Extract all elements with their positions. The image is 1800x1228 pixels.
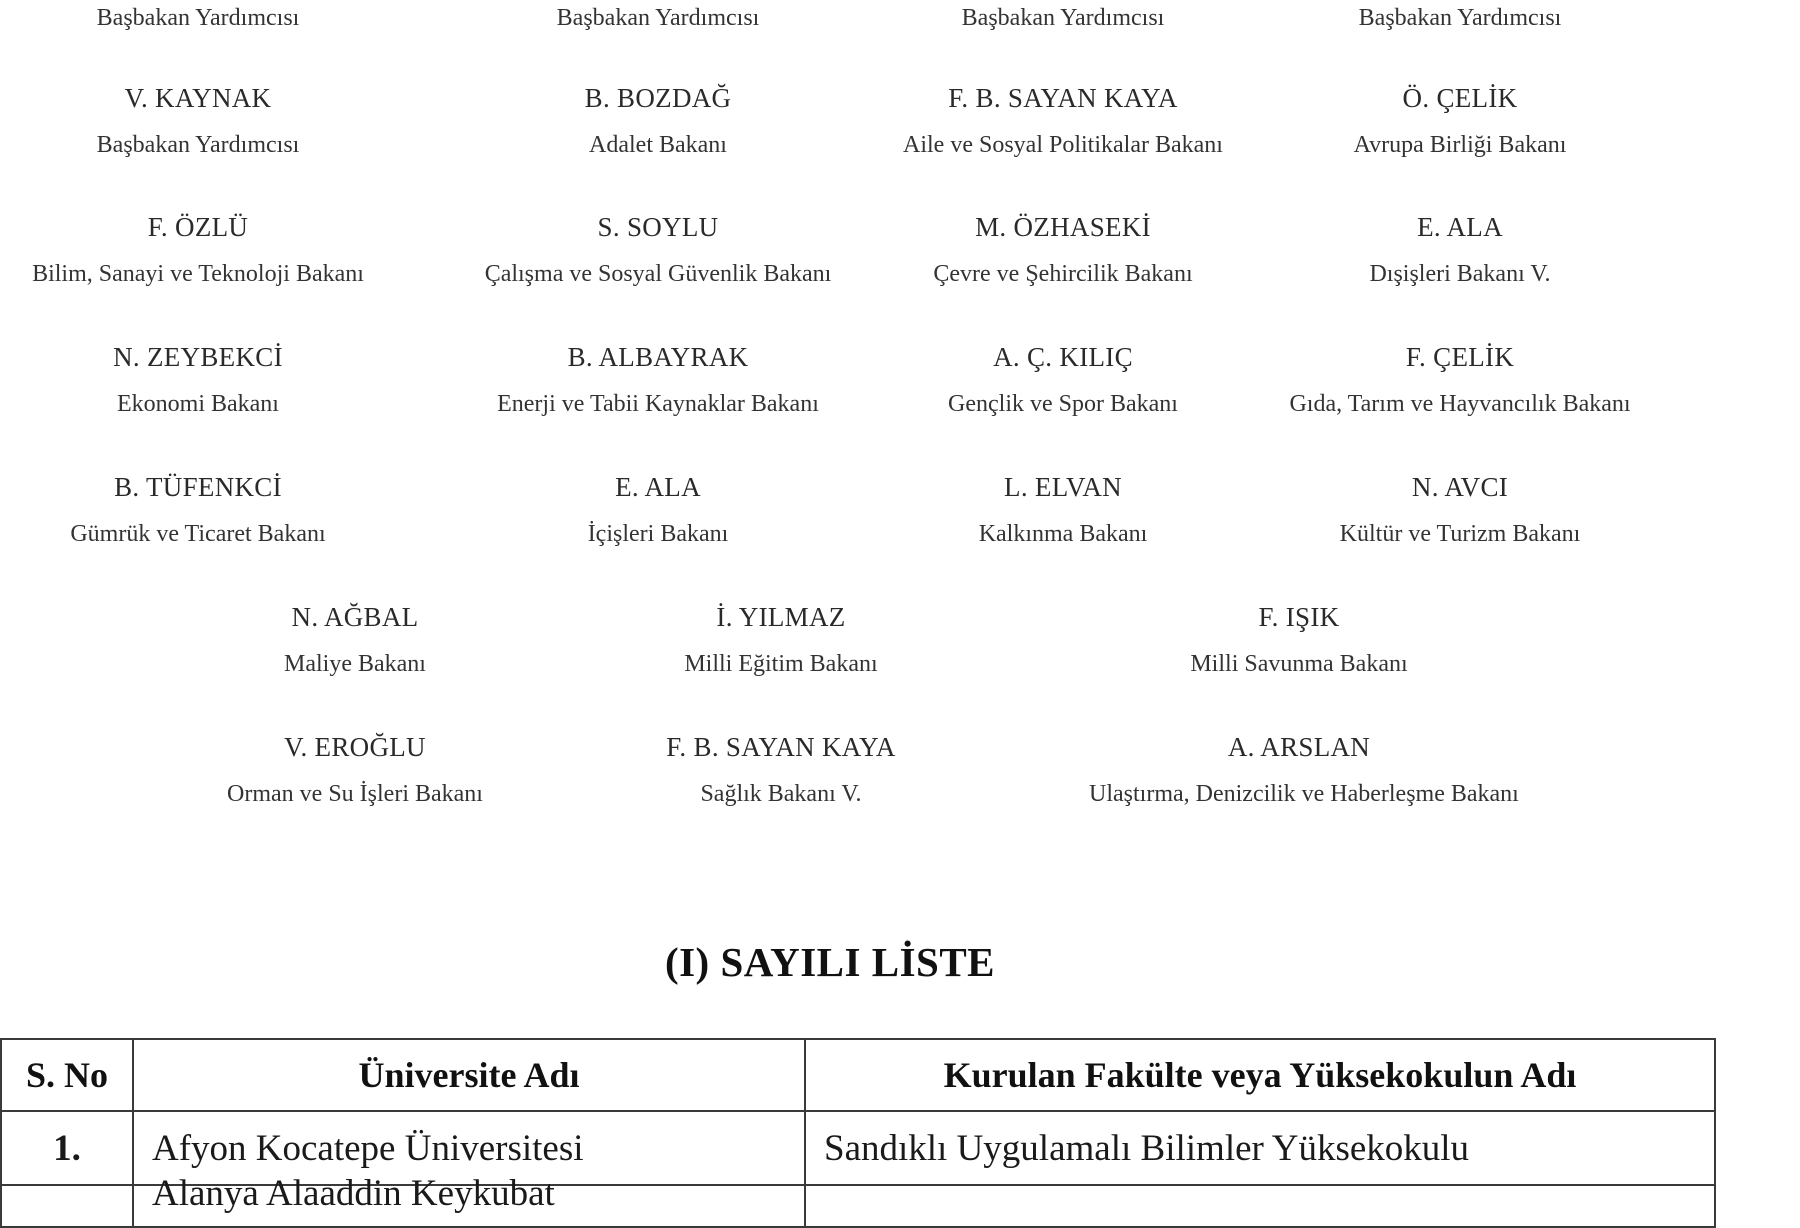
signatory [0, 469, 408, 552]
signatory-row [0, 599, 1800, 699]
signatory-name: E. ALA [1417, 212, 1503, 242]
signatory [853, 80, 1273, 163]
faculty-name: Sandıklı Uygulamalı Bilimler Yüksekokulu [805, 1111, 1715, 1185]
signatory [571, 599, 991, 682]
signatory-title: Gençlik ve Spor Bakanı [948, 391, 1178, 417]
signatory [1250, 209, 1670, 292]
signatory-name: N. ZEYBEKCİ [113, 342, 283, 372]
faculty-name [805, 1185, 1715, 1227]
signatory [1250, 80, 1670, 163]
signatory-title: Kültür ve Turizm Bakanı [1339, 521, 1581, 547]
signatory-name: F. ÖZLÜ [147, 212, 249, 242]
row-number: 1. [1, 1111, 133, 1185]
signatory-name: Ö. ÇELİK [1402, 83, 1518, 113]
signatory [0, 0, 408, 36]
signatory [853, 469, 1273, 552]
signatory-row [0, 339, 1800, 439]
signatory [448, 209, 868, 292]
signatory-name: B. BOZDAĞ [584, 83, 732, 113]
signatory-title: Başbakan Yardımcısı [1358, 5, 1562, 31]
signatory-title: Ekonomi Bakanı [117, 391, 279, 417]
signatory-title: Gıda, Tarım ve Hayvancılık Bakanı [1289, 391, 1631, 417]
signatory-name: F. ÇELİK [1405, 342, 1515, 372]
signatory [571, 729, 991, 812]
signatory [1089, 599, 1509, 682]
signatory-title: Çalışma ve Sosyal Güvenlik Bakanı [484, 261, 832, 287]
signatory-title: Orman ve Su İşleri Bakanı [227, 781, 483, 807]
signatory [448, 80, 868, 163]
signatory-name: L. ELVAN [1004, 472, 1122, 502]
column-header-no: S. No [1, 1039, 133, 1111]
signatory [1250, 469, 1670, 552]
column-header-university: Üniversite Adı [133, 1039, 805, 1111]
signatory [145, 729, 565, 812]
signatory-title: Adalet Bakanı [589, 132, 727, 158]
signatory-title: İçişleri Bakanı [587, 521, 729, 547]
signatory-name: N. AĞBAL [291, 602, 419, 632]
signatory-title: Başbakan Yardımcısı [556, 5, 760, 31]
signatory [853, 209, 1273, 292]
signatory [448, 0, 868, 36]
signatory-row [0, 729, 1800, 829]
row-number [1, 1185, 133, 1227]
signatory [853, 339, 1273, 422]
signatory-row [0, 469, 1800, 569]
signatory-name: A. ARSLAN [1227, 732, 1371, 762]
signatory-title: Gümrük ve Ticaret Bakanı [70, 521, 326, 547]
signatory-name: F. B. SAYAN KAYA [948, 83, 1178, 113]
signatory-title: Sağlık Bakanı V. [700, 781, 862, 807]
university-name-text: Alanya Alaaddin Keykubat [152, 1173, 555, 1214]
signatory-name: B. TÜFENKCİ [114, 472, 282, 502]
signatory [145, 599, 565, 682]
signatory-title: Başbakan Yardımcısı [961, 5, 1165, 31]
signatory-title: Ulaştırma, Denizcilik ve Haberleşme Bakanı [1089, 781, 1519, 807]
signatory [1089, 729, 1519, 812]
signatory [0, 209, 408, 292]
table-header-row [1, 1039, 1715, 1111]
university-name: Afyon Kocatepe Üniversitesi [133, 1111, 805, 1185]
signatory [448, 469, 868, 552]
signatory [1250, 0, 1670, 36]
signatory-title: Çevre ve Şehircilik Bakanı [933, 261, 1193, 287]
signatory-title: Enerji ve Tabii Kaynaklar Bakanı [497, 391, 819, 417]
signatory-name: V. EROĞLU [284, 732, 426, 762]
signatory-title: Avrupa Birliği Bakanı [1353, 132, 1567, 158]
signatory-title: Milli Savunma Bakanı [1190, 651, 1408, 677]
university-table-wrapper [0, 1038, 1716, 1228]
signatory-name: S. SOYLU [597, 212, 719, 242]
signatory-title: Milli Eğitim Bakanı [684, 651, 878, 677]
signatory-name: V. KAYNAK [124, 83, 272, 113]
signatory-name: B. ALBAYRAK [567, 342, 749, 372]
signatory-title: Maliye Bakanı [284, 651, 426, 677]
signatory-name: N. AVCI [1411, 472, 1509, 502]
signatory-name: F. B. SAYAN KAYA [666, 732, 896, 762]
signatory-row [0, 80, 1800, 180]
list-title: (I) SAYILI LİSTE [664, 939, 996, 985]
signatory-name: F. IŞIK [1258, 602, 1340, 632]
signatory-name: M. ÖZHASEKİ [975, 212, 1151, 242]
signatory [448, 339, 868, 422]
signatory-title: Başbakan Yardımcısı [96, 5, 300, 31]
signatory [1250, 339, 1670, 422]
signatory-title: Kalkınma Bakanı [978, 521, 1148, 547]
university-table [0, 1038, 1716, 1228]
signatory [0, 80, 408, 163]
signatory-title: Aile ve Sosyal Politikalar Bakanı [903, 132, 1223, 158]
signatory-name: İ. YILMAZ [716, 602, 846, 632]
signatory [853, 0, 1273, 36]
column-header-faculty: Kurulan Fakülte veya Yüksekokulun Adı [805, 1039, 1715, 1111]
university-name [133, 1173, 805, 1227]
signatory-name: A. Ç. KILIÇ [993, 342, 1133, 372]
signatory-title: Dışişleri Bakanı V. [1369, 261, 1551, 287]
signatory-name: E. ALA [615, 472, 701, 502]
signatory-title: Başbakan Yardımcısı [96, 132, 300, 158]
signatory [0, 339, 408, 422]
signatory-title: Bilim, Sanayi ve Teknoloji Bakanı [32, 261, 364, 287]
signatory-row [0, 209, 1800, 309]
table-row [1, 1185, 1715, 1227]
